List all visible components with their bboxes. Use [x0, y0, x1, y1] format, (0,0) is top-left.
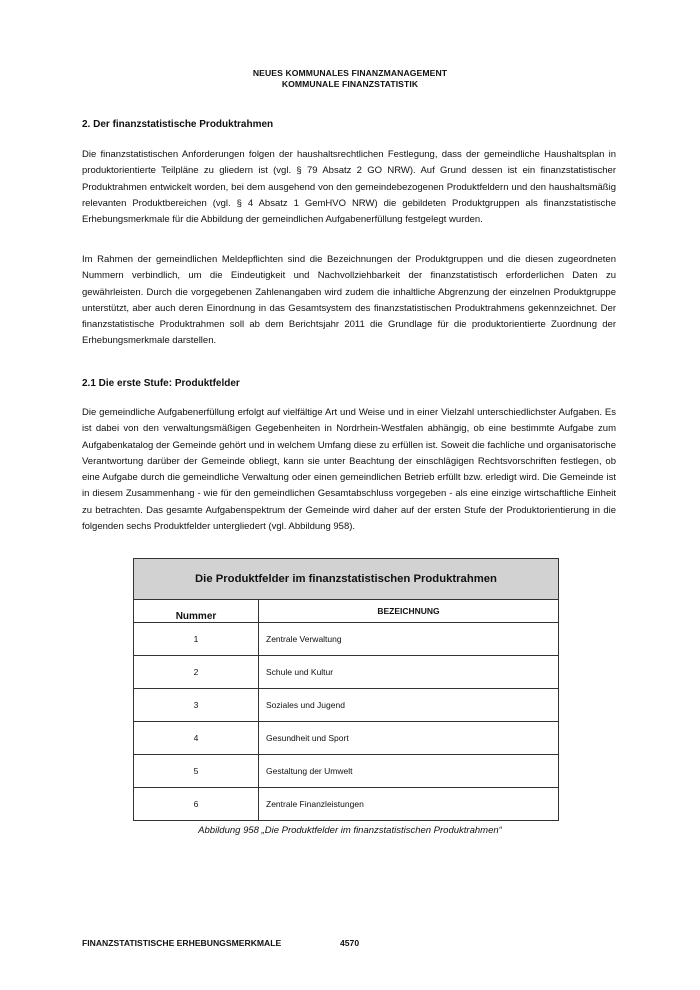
row-number: 2 — [134, 656, 259, 689]
table-row — [134, 689, 559, 722]
column-header-bezeichnung: BEZEICHNUNG — [259, 600, 559, 623]
row-number: 4 — [134, 722, 259, 755]
paragraph-meldepflichten: Im Rahmen der gemeindlichen Meldepflichten sind die Bezeichnungen der Produktgruppen und die diesen zugeordneten Nummern verbindlich, um die Eindeutigkeit und Nachvollziehbarkeit der finanzstatistisch erforderlichen Daten zu gewährleisten. Durch die vorgegebenen Zahlenangaben wird zudem die inhaltliche Abgrenzung der einzelnen Produktgruppe unterstützt, aber auch deren Einordnung in das Gesamtsystem des finanzstatistischen Produktrahmens gekennzeichnet. Der finanzstatistische Produktrahmen soll ab dem Berichtsjahr 2011 die Grundlage für die produktorientierte Zuordnung der Erhebungsmerkmale darstellen. — [82, 254, 616, 347]
row-number: 1 — [134, 623, 259, 656]
section-heading-produktrahmen: 2. Der finanzstatistische Produktrahmen — [82, 119, 274, 130]
header-line-2: KOMMUNALE FINANZSTATISTIK — [281, 79, 419, 89]
row-number: 5 — [134, 755, 259, 788]
paragraph-aufgabenerfuellung: Die gemeindliche Aufgabenerfüllung erfolgt auf vielfältige Art und Weise und in einer Vielzahl unterschiedlichster Aufgaben. Es ist dabei von den verwaltungsmäßigen Gegebenheiten in Nordrhein-Westfalen abhängig, ob eine bestimmte Aufgabe zum Aufgabenkatalog der Gemeinde gehört und in welchem Umfang diese zu erfüllen ist. Soweit die fachliche und organisatorische Verantwortung darüber der Gemeinde obliegt, kann sie unter Beachtung der einschlägigen Rechtsvorschriften festlegen, ob eine Aufgabe durch die gemeindliche Verwaltung oder einen gemeindlichen Betrieb erfüllt bzw. erledigt wird. Die Gemeinde ist in diesem Zusammenhang - wie für den gemeindlichen Gesamtabschluss vorgegeben - als eine einzige wirtschaftliche Einheit zu betrachten. Das gesamte Aufgabenspektrum der Gemeinde wird daher auf der ersten Stufe der Produktorientierung in die folgenden sechs Produktfelder untergliedert (vgl. Abbildung 958). — [82, 407, 616, 533]
table-row — [134, 788, 559, 821]
row-number: 6 — [134, 788, 259, 821]
page-number: 4570 — [340, 938, 360, 948]
table-row — [134, 623, 559, 656]
table-row — [134, 656, 559, 689]
page-footer — [82, 938, 360, 948]
row-bezeichnung: Schule und Kultur — [259, 656, 559, 689]
paragraph-anforderungen: Die finanzstatistischen Anforderungen folgen der haushaltsrechtlichen Festlegung, dass der gemeindliche Haushaltsplan in produktorientierte Teilpläne zu gliedern ist (vgl. § 79 Absatz 2 GO NRW). Auf Grund dessen ist ein finanzstatistischer Produktrahmen entwickelt worden, bei dem ausgehend von den gemeindebezogenen Produktfeldern und den haushaltsmäßig relevanten Produktbereichen (vgl. § 4 Absatz 1 GemHVO NRW) die gebildeten Produktgruppen als finanzstatistische Erhebungsmerkmale für die Abbildung der gemeindlichen Aufgabenerfüllung festgelegt wurden. — [82, 149, 616, 226]
table-title: Die Produktfelder im finanzstatistischen Produktrahmen — [134, 559, 559, 600]
header-line-1: NEUES KOMMUNALES FINANZMANAGEMENT — [252, 68, 448, 78]
produktfelder-table — [133, 558, 559, 821]
column-header-nummer: Nummer — [134, 600, 259, 623]
figure-caption: Abbildung 958 „Die Produktfelder im finanzstatistischen Produktrahmen“ — [198, 825, 502, 836]
row-number: 3 — [134, 689, 259, 722]
section-heading-produktfelder: 2.1 Die erste Stufe: Produktfelder — [82, 378, 240, 389]
row-bezeichnung: Gestaltung der Umwelt — [259, 755, 559, 788]
row-bezeichnung: Gesundheit und Sport — [259, 722, 559, 755]
page-header — [0, 68, 700, 90]
row-bezeichnung: Zentrale Verwaltung — [259, 623, 559, 656]
table-row — [134, 755, 559, 788]
row-bezeichnung: Soziales und Jugend — [259, 689, 559, 722]
row-bezeichnung: Zentrale Finanzleistungen — [259, 788, 559, 821]
footer-label: FINANZSTATISTISCHE ERHEBUNGSMERKMALE — [82, 938, 282, 948]
table-row — [134, 722, 559, 755]
